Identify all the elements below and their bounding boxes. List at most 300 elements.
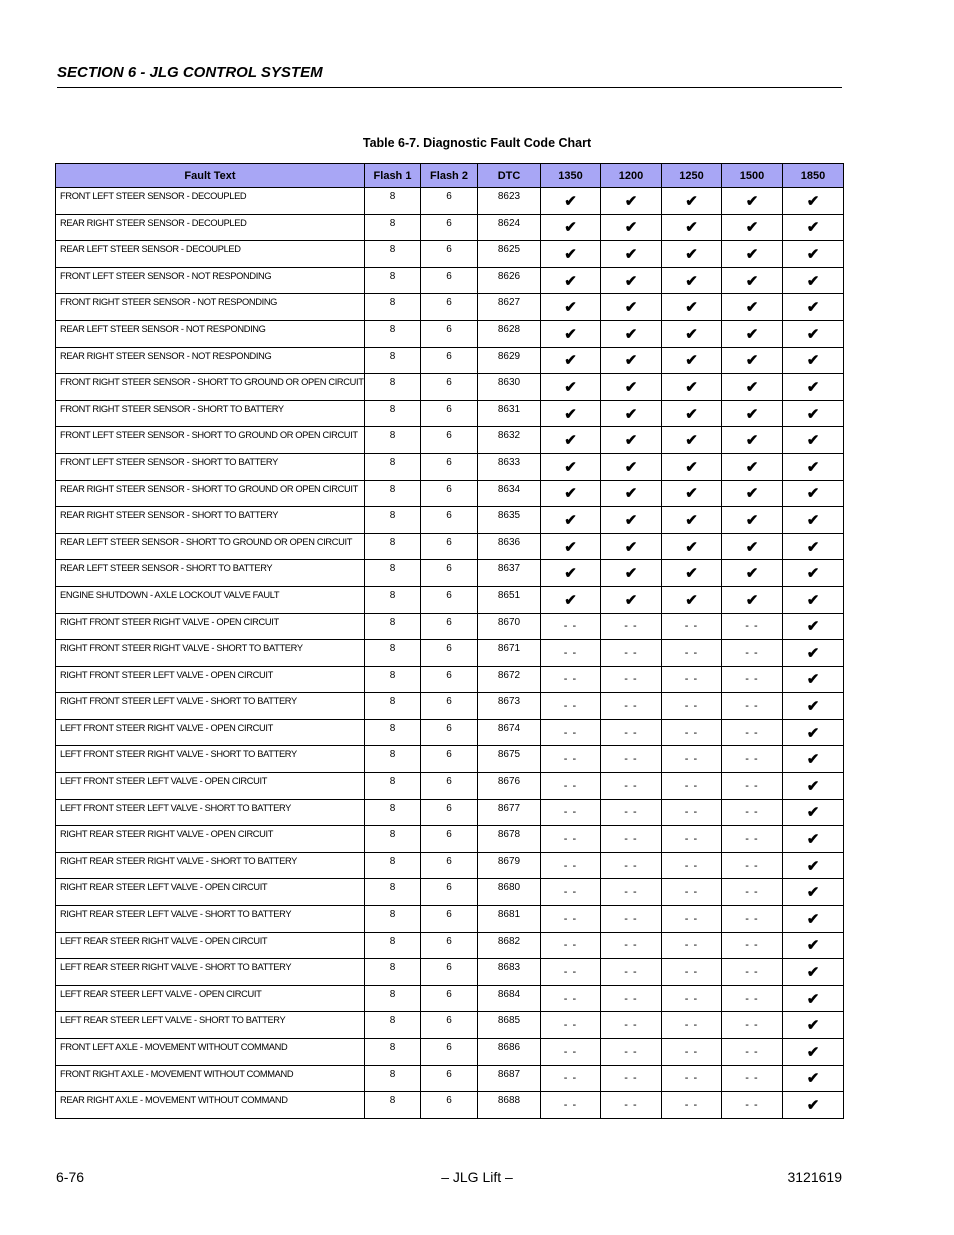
table-row: [56, 906, 844, 933]
dtc-cell: 8687: [478, 1065, 541, 1092]
model-1350-mark: ✔: [541, 560, 601, 587]
model-1500-mark: - -: [722, 932, 783, 959]
flash1-cell: 8: [365, 932, 421, 959]
table-row: [56, 746, 844, 773]
model-1500-mark: ✔: [722, 533, 783, 560]
flash1-cell: 8: [365, 294, 421, 321]
column-header-dtc: DTC: [478, 164, 541, 188]
flash2-cell: 6: [421, 1065, 478, 1092]
dtc-cell: 8624: [478, 214, 541, 241]
flash1-cell: 8: [365, 214, 421, 241]
model-1850-mark: ✔: [783, 906, 844, 933]
column-header-flash-2: Flash 2: [421, 164, 478, 188]
model-1500-mark: - -: [722, 719, 783, 746]
column-header-flash-1: Flash 1: [365, 164, 421, 188]
model-1200-mark: ✔: [601, 214, 662, 241]
flash2-cell: 6: [421, 241, 478, 268]
model-1500-mark: ✔: [722, 374, 783, 401]
model-1200-mark: ✔: [601, 188, 662, 215]
model-1250-mark: ✔: [662, 427, 722, 454]
dtc-cell: 8627: [478, 294, 541, 321]
dtc-cell: 8676: [478, 773, 541, 800]
model-1850-mark: ✔: [783, 799, 844, 826]
model-1350-mark: - -: [541, 932, 601, 959]
model-1350-mark: - -: [541, 666, 601, 693]
dtc-cell: 8672: [478, 666, 541, 693]
model-1850-mark: ✔: [783, 400, 844, 427]
fault-text-cell: REAR LEFT STEER SENSOR - SHORT TO GROUND OR OPEN CIRCUIT: [56, 533, 365, 560]
model-1350-mark: ✔: [541, 214, 601, 241]
model-1250-mark: - -: [662, 1065, 722, 1092]
table-row: [56, 347, 844, 374]
model-1500-mark: - -: [722, 1012, 783, 1039]
model-1500-mark: - -: [722, 852, 783, 879]
model-1350-mark: - -: [541, 613, 601, 640]
dtc-cell: 8674: [478, 719, 541, 746]
model-1350-mark: - -: [541, 640, 601, 667]
model-1250-mark: ✔: [662, 267, 722, 294]
model-1500-mark: - -: [722, 1065, 783, 1092]
model-1500-mark: ✔: [722, 400, 783, 427]
table-row: [56, 453, 844, 480]
flash2-cell: 6: [421, 427, 478, 454]
column-header-1200: 1200: [601, 164, 662, 188]
dtc-cell: 8651: [478, 586, 541, 613]
model-1500-mark: ✔: [722, 294, 783, 321]
fault-text-cell: LEFT FRONT STEER LEFT VALVE - OPEN CIRCUIT: [56, 773, 365, 800]
flash1-cell: 8: [365, 400, 421, 427]
table-row: [56, 214, 844, 241]
model-1200-mark: ✔: [601, 453, 662, 480]
fault-text-cell: FRONT LEFT STEER SENSOR - SHORT TO BATTERY: [56, 453, 365, 480]
model-1850-mark: ✔: [783, 480, 844, 507]
flash2-cell: 6: [421, 719, 478, 746]
flash2-cell: 6: [421, 453, 478, 480]
table-row: [56, 1065, 844, 1092]
flash1-cell: 8: [365, 241, 421, 268]
flash1-cell: 8: [365, 666, 421, 693]
flash2-cell: 6: [421, 507, 478, 534]
flash2-cell: 6: [421, 188, 478, 215]
model-1250-mark: - -: [662, 640, 722, 667]
model-1850-mark: ✔: [783, 613, 844, 640]
model-1350-mark: ✔: [541, 320, 601, 347]
table-row: [56, 852, 844, 879]
model-1250-mark: - -: [662, 879, 722, 906]
dtc-cell: 8686: [478, 1039, 541, 1066]
fault-text-cell: RIGHT REAR STEER RIGHT VALVE - SHORT TO BATTERY: [56, 852, 365, 879]
flash1-cell: 8: [365, 640, 421, 667]
flash1-cell: 8: [365, 959, 421, 986]
fault-text-cell: RIGHT REAR STEER RIGHT VALVE - OPEN CIRCUIT: [56, 826, 365, 853]
model-1500-mark: ✔: [722, 453, 783, 480]
flash1-cell: 8: [365, 799, 421, 826]
model-1250-mark: - -: [662, 719, 722, 746]
fault-text-cell: FRONT RIGHT AXLE - MOVEMENT WITHOUT COMMAND: [56, 1065, 365, 1092]
flash2-cell: 6: [421, 826, 478, 853]
model-1350-mark: - -: [541, 799, 601, 826]
flash2-cell: 6: [421, 852, 478, 879]
dtc-cell: 8677: [478, 799, 541, 826]
model-1250-mark: ✔: [662, 188, 722, 215]
fault-text-cell: RIGHT FRONT STEER RIGHT VALVE - OPEN CIRCUIT: [56, 613, 365, 640]
model-1850-mark: ✔: [783, 826, 844, 853]
model-1350-mark: - -: [541, 1039, 601, 1066]
model-1200-mark: - -: [601, 826, 662, 853]
flash2-cell: 6: [421, 480, 478, 507]
table-row: [56, 693, 844, 720]
model-1250-mark: - -: [662, 746, 722, 773]
model-1350-mark: ✔: [541, 507, 601, 534]
fault-text-cell: FRONT LEFT AXLE - MOVEMENT WITHOUT COMMAND: [56, 1039, 365, 1066]
model-1500-mark: - -: [722, 826, 783, 853]
dtc-cell: 8684: [478, 985, 541, 1012]
model-1500-mark: ✔: [722, 214, 783, 241]
flash2-cell: 6: [421, 879, 478, 906]
flash1-cell: 8: [365, 1039, 421, 1066]
model-1250-mark: ✔: [662, 374, 722, 401]
model-1500-mark: - -: [722, 906, 783, 933]
dtc-cell: 8675: [478, 746, 541, 773]
flash2-cell: 6: [421, 773, 478, 800]
model-1200-mark: - -: [601, 1065, 662, 1092]
model-1350-mark: ✔: [541, 188, 601, 215]
dtc-cell: 8682: [478, 932, 541, 959]
fault-text-cell: LEFT REAR STEER RIGHT VALVE - OPEN CIRCUIT: [56, 932, 365, 959]
flash2-cell: 6: [421, 560, 478, 587]
flash1-cell: 8: [365, 453, 421, 480]
dtc-cell: 8681: [478, 906, 541, 933]
flash2-cell: 6: [421, 533, 478, 560]
model-1500-mark: ✔: [722, 560, 783, 587]
model-1200-mark: ✔: [601, 267, 662, 294]
fault-text-cell: REAR RIGHT STEER SENSOR - SHORT TO BATTERY: [56, 507, 365, 534]
fault-text-cell: REAR LEFT STEER SENSOR - NOT RESPONDING: [56, 320, 365, 347]
flash2-cell: 6: [421, 746, 478, 773]
flash2-cell: 6: [421, 932, 478, 959]
model-1850-mark: ✔: [783, 932, 844, 959]
table-row: [56, 719, 844, 746]
dtc-cell: 8637: [478, 560, 541, 587]
table-row: [56, 985, 844, 1012]
model-1350-mark: ✔: [541, 427, 601, 454]
fault-text-cell: LEFT FRONT STEER RIGHT VALVE - SHORT TO BATTERY: [56, 746, 365, 773]
table-row: [56, 932, 844, 959]
fault-text-cell: REAR LEFT STEER SENSOR - SHORT TO BATTERY: [56, 560, 365, 587]
fault-text-cell: RIGHT FRONT STEER RIGHT VALVE - SHORT TO BATTERY: [56, 640, 365, 667]
flash2-cell: 6: [421, 959, 478, 986]
model-1350-mark: ✔: [541, 480, 601, 507]
model-1200-mark: - -: [601, 852, 662, 879]
model-1350-mark: - -: [541, 959, 601, 986]
flash1-cell: 8: [365, 1092, 421, 1119]
model-1200-mark: - -: [601, 906, 662, 933]
model-1850-mark: ✔: [783, 746, 844, 773]
flash2-cell: 6: [421, 214, 478, 241]
model-1200-mark: ✔: [601, 294, 662, 321]
flash2-cell: 6: [421, 347, 478, 374]
model-1850-mark: ✔: [783, 852, 844, 879]
model-1200-mark: ✔: [601, 560, 662, 587]
dtc-cell: 8623: [478, 188, 541, 215]
model-1200-mark: - -: [601, 1012, 662, 1039]
model-1850-mark: ✔: [783, 879, 844, 906]
dtc-cell: 8625: [478, 241, 541, 268]
flash1-cell: 8: [365, 560, 421, 587]
section-title: SECTION 6 - JLG CONTROL SYSTEM: [57, 64, 842, 88]
fault-text-cell: REAR RIGHT STEER SENSOR - DECOUPLED: [56, 214, 365, 241]
table-row: [56, 1039, 844, 1066]
model-1250-mark: - -: [662, 1039, 722, 1066]
flash1-cell: 8: [365, 826, 421, 853]
model-1500-mark: - -: [722, 1092, 783, 1119]
column-header-1500: 1500: [722, 164, 783, 188]
dtc-cell: 8683: [478, 959, 541, 986]
model-1850-mark: ✔: [783, 453, 844, 480]
flash1-cell: 8: [365, 533, 421, 560]
table-title: Table 6-7. Diagnostic Fault Code Chart: [362, 136, 592, 150]
model-1200-mark: - -: [601, 1092, 662, 1119]
model-1850-mark: ✔: [783, 320, 844, 347]
model-1850-mark: ✔: [783, 1092, 844, 1119]
flash1-cell: 8: [365, 906, 421, 933]
flash2-cell: 6: [421, 799, 478, 826]
flash2-cell: 6: [421, 320, 478, 347]
model-1850-mark: ✔: [783, 1065, 844, 1092]
model-1200-mark: ✔: [601, 400, 662, 427]
table-row: [56, 1092, 844, 1119]
model-1200-mark: - -: [601, 719, 662, 746]
model-1200-mark: - -: [601, 666, 662, 693]
dtc-cell: 8628: [478, 320, 541, 347]
model-1850-mark: ✔: [783, 347, 844, 374]
table-row: [56, 879, 844, 906]
model-1850-mark: ✔: [783, 507, 844, 534]
flash2-cell: 6: [421, 1012, 478, 1039]
model-1250-mark: ✔: [662, 347, 722, 374]
dtc-cell: 8688: [478, 1092, 541, 1119]
model-1350-mark: ✔: [541, 453, 601, 480]
model-1350-mark: ✔: [541, 586, 601, 613]
fault-text-cell: RIGHT FRONT STEER LEFT VALVE - SHORT TO BATTERY: [56, 693, 365, 720]
column-header-1250: 1250: [662, 164, 722, 188]
flash2-cell: 6: [421, 374, 478, 401]
flash2-cell: 6: [421, 640, 478, 667]
model-1350-mark: ✔: [541, 267, 601, 294]
dtc-cell: 8671: [478, 640, 541, 667]
model-1850-mark: ✔: [783, 241, 844, 268]
table-row: [56, 560, 844, 587]
model-1350-mark: ✔: [541, 533, 601, 560]
model-1350-mark: - -: [541, 985, 601, 1012]
flash1-cell: 8: [365, 719, 421, 746]
model-1350-mark: - -: [541, 879, 601, 906]
fault-text-cell: FRONT RIGHT STEER SENSOR - SHORT TO BATTERY: [56, 400, 365, 427]
flash1-cell: 8: [365, 613, 421, 640]
model-1350-mark: - -: [541, 773, 601, 800]
model-1500-mark: - -: [722, 640, 783, 667]
model-1200-mark: - -: [601, 1039, 662, 1066]
model-1500-mark: - -: [722, 773, 783, 800]
model-1500-mark: - -: [722, 746, 783, 773]
model-1200-mark: ✔: [601, 586, 662, 613]
footer-publisher: – JLG Lift –: [441, 1169, 513, 1185]
flash2-cell: 6: [421, 586, 478, 613]
dtc-cell: 8632: [478, 427, 541, 454]
model-1850-mark: ✔: [783, 560, 844, 587]
model-1850-mark: ✔: [783, 294, 844, 321]
fault-code-table: [55, 163, 844, 1119]
model-1250-mark: - -: [662, 932, 722, 959]
model-1500-mark: - -: [722, 799, 783, 826]
fault-text-cell: REAR RIGHT AXLE - MOVEMENT WITHOUT COMMAND: [56, 1092, 365, 1119]
model-1850-mark: ✔: [783, 985, 844, 1012]
flash1-cell: 8: [365, 1012, 421, 1039]
model-1850-mark: ✔: [783, 374, 844, 401]
model-1250-mark: - -: [662, 799, 722, 826]
document-number: 3121619: [787, 1169, 842, 1185]
dtc-cell: 8685: [478, 1012, 541, 1039]
model-1250-mark: - -: [662, 666, 722, 693]
model-1500-mark: ✔: [722, 241, 783, 268]
dtc-cell: 8635: [478, 507, 541, 534]
model-1850-mark: ✔: [783, 959, 844, 986]
column-header-fault-text: Fault Text: [56, 164, 365, 188]
model-1350-mark: - -: [541, 906, 601, 933]
fault-text-cell: REAR RIGHT STEER SENSOR - SHORT TO GROUND OR OPEN CIRCUIT: [56, 480, 365, 507]
model-1250-mark: ✔: [662, 586, 722, 613]
model-1200-mark: - -: [601, 693, 662, 720]
model-1200-mark: ✔: [601, 374, 662, 401]
model-1200-mark: - -: [601, 932, 662, 959]
model-1250-mark: - -: [662, 613, 722, 640]
flash1-cell: 8: [365, 1065, 421, 1092]
model-1200-mark: - -: [601, 773, 662, 800]
model-1200-mark: - -: [601, 959, 662, 986]
flash2-cell: 6: [421, 1039, 478, 1066]
model-1350-mark: - -: [541, 1012, 601, 1039]
model-1200-mark: ✔: [601, 427, 662, 454]
table-row: [56, 400, 844, 427]
fault-text-cell: RIGHT REAR STEER LEFT VALVE - OPEN CIRCUIT: [56, 879, 365, 906]
table-row: [56, 267, 844, 294]
model-1500-mark: - -: [722, 613, 783, 640]
fault-text-cell: FRONT RIGHT STEER SENSOR - SHORT TO GROUND OR OPEN CIRCUIT: [56, 374, 365, 401]
table-row: [56, 1012, 844, 1039]
model-1500-mark: ✔: [722, 347, 783, 374]
dtc-cell: 8636: [478, 533, 541, 560]
fault-text-cell: FRONT RIGHT STEER SENSOR - NOT RESPONDING: [56, 294, 365, 321]
fault-text-cell: REAR LEFT STEER SENSOR - DECOUPLED: [56, 241, 365, 268]
model-1500-mark: - -: [722, 959, 783, 986]
flash1-cell: 8: [365, 347, 421, 374]
dtc-cell: 8629: [478, 347, 541, 374]
flash1-cell: 8: [365, 507, 421, 534]
model-1200-mark: ✔: [601, 320, 662, 347]
table-row: [56, 320, 844, 347]
table-row: [56, 640, 844, 667]
model-1200-mark: - -: [601, 746, 662, 773]
flash1-cell: 8: [365, 374, 421, 401]
flash2-cell: 6: [421, 613, 478, 640]
model-1350-mark: ✔: [541, 400, 601, 427]
table-header-row: [56, 164, 844, 188]
flash1-cell: 8: [365, 746, 421, 773]
model-1200-mark: - -: [601, 799, 662, 826]
model-1250-mark: ✔: [662, 214, 722, 241]
model-1250-mark: ✔: [662, 560, 722, 587]
dtc-cell: 8634: [478, 480, 541, 507]
model-1500-mark: ✔: [722, 320, 783, 347]
flash1-cell: 8: [365, 879, 421, 906]
model-1500-mark: - -: [722, 666, 783, 693]
model-1850-mark: ✔: [783, 533, 844, 560]
flash1-cell: 8: [365, 267, 421, 294]
table-row: [56, 188, 844, 215]
model-1500-mark: - -: [722, 693, 783, 720]
fault-text-cell: LEFT REAR STEER LEFT VALVE - OPEN CIRCUIT: [56, 985, 365, 1012]
model-1850-mark: ✔: [783, 214, 844, 241]
model-1250-mark: - -: [662, 1012, 722, 1039]
model-1850-mark: ✔: [783, 666, 844, 693]
table-row: [56, 586, 844, 613]
model-1200-mark: ✔: [601, 533, 662, 560]
dtc-cell: 8630: [478, 374, 541, 401]
model-1350-mark: ✔: [541, 347, 601, 374]
fault-text-cell: REAR RIGHT STEER SENSOR - NOT RESPONDING: [56, 347, 365, 374]
dtc-cell: 8673: [478, 693, 541, 720]
model-1250-mark: - -: [662, 906, 722, 933]
model-1500-mark: - -: [722, 985, 783, 1012]
model-1200-mark: ✔: [601, 480, 662, 507]
model-1500-mark: ✔: [722, 480, 783, 507]
dtc-cell: 8678: [478, 826, 541, 853]
fault-text-cell: LEFT FRONT STEER RIGHT VALVE - OPEN CIRCUIT: [56, 719, 365, 746]
model-1250-mark: - -: [662, 693, 722, 720]
fault-text-cell: RIGHT REAR STEER LEFT VALVE - SHORT TO BATTERY: [56, 906, 365, 933]
flash2-cell: 6: [421, 666, 478, 693]
model-1850-mark: ✔: [783, 586, 844, 613]
table-row: [56, 826, 844, 853]
model-1250-mark: ✔: [662, 453, 722, 480]
model-1850-mark: ✔: [783, 188, 844, 215]
flash2-cell: 6: [421, 906, 478, 933]
model-1250-mark: - -: [662, 773, 722, 800]
model-1850-mark: ✔: [783, 267, 844, 294]
model-1350-mark: - -: [541, 852, 601, 879]
flash1-cell: 8: [365, 773, 421, 800]
model-1850-mark: ✔: [783, 773, 844, 800]
model-1200-mark: - -: [601, 613, 662, 640]
model-1350-mark: ✔: [541, 294, 601, 321]
model-1850-mark: ✔: [783, 1039, 844, 1066]
flash2-cell: 6: [421, 1092, 478, 1119]
model-1500-mark: ✔: [722, 427, 783, 454]
flash1-cell: 8: [365, 693, 421, 720]
model-1350-mark: - -: [541, 746, 601, 773]
model-1250-mark: ✔: [662, 480, 722, 507]
fault-table-body: [56, 188, 844, 1119]
fault-text-cell: FRONT LEFT STEER SENSOR - DECOUPLED: [56, 188, 365, 215]
model-1350-mark: ✔: [541, 374, 601, 401]
model-1250-mark: - -: [662, 826, 722, 853]
column-header-1350: 1350: [541, 164, 601, 188]
model-1850-mark: ✔: [783, 719, 844, 746]
dtc-cell: 8626: [478, 267, 541, 294]
model-1250-mark: ✔: [662, 241, 722, 268]
fault-text-cell: RIGHT FRONT STEER LEFT VALVE - OPEN CIRCUIT: [56, 666, 365, 693]
model-1850-mark: ✔: [783, 1012, 844, 1039]
